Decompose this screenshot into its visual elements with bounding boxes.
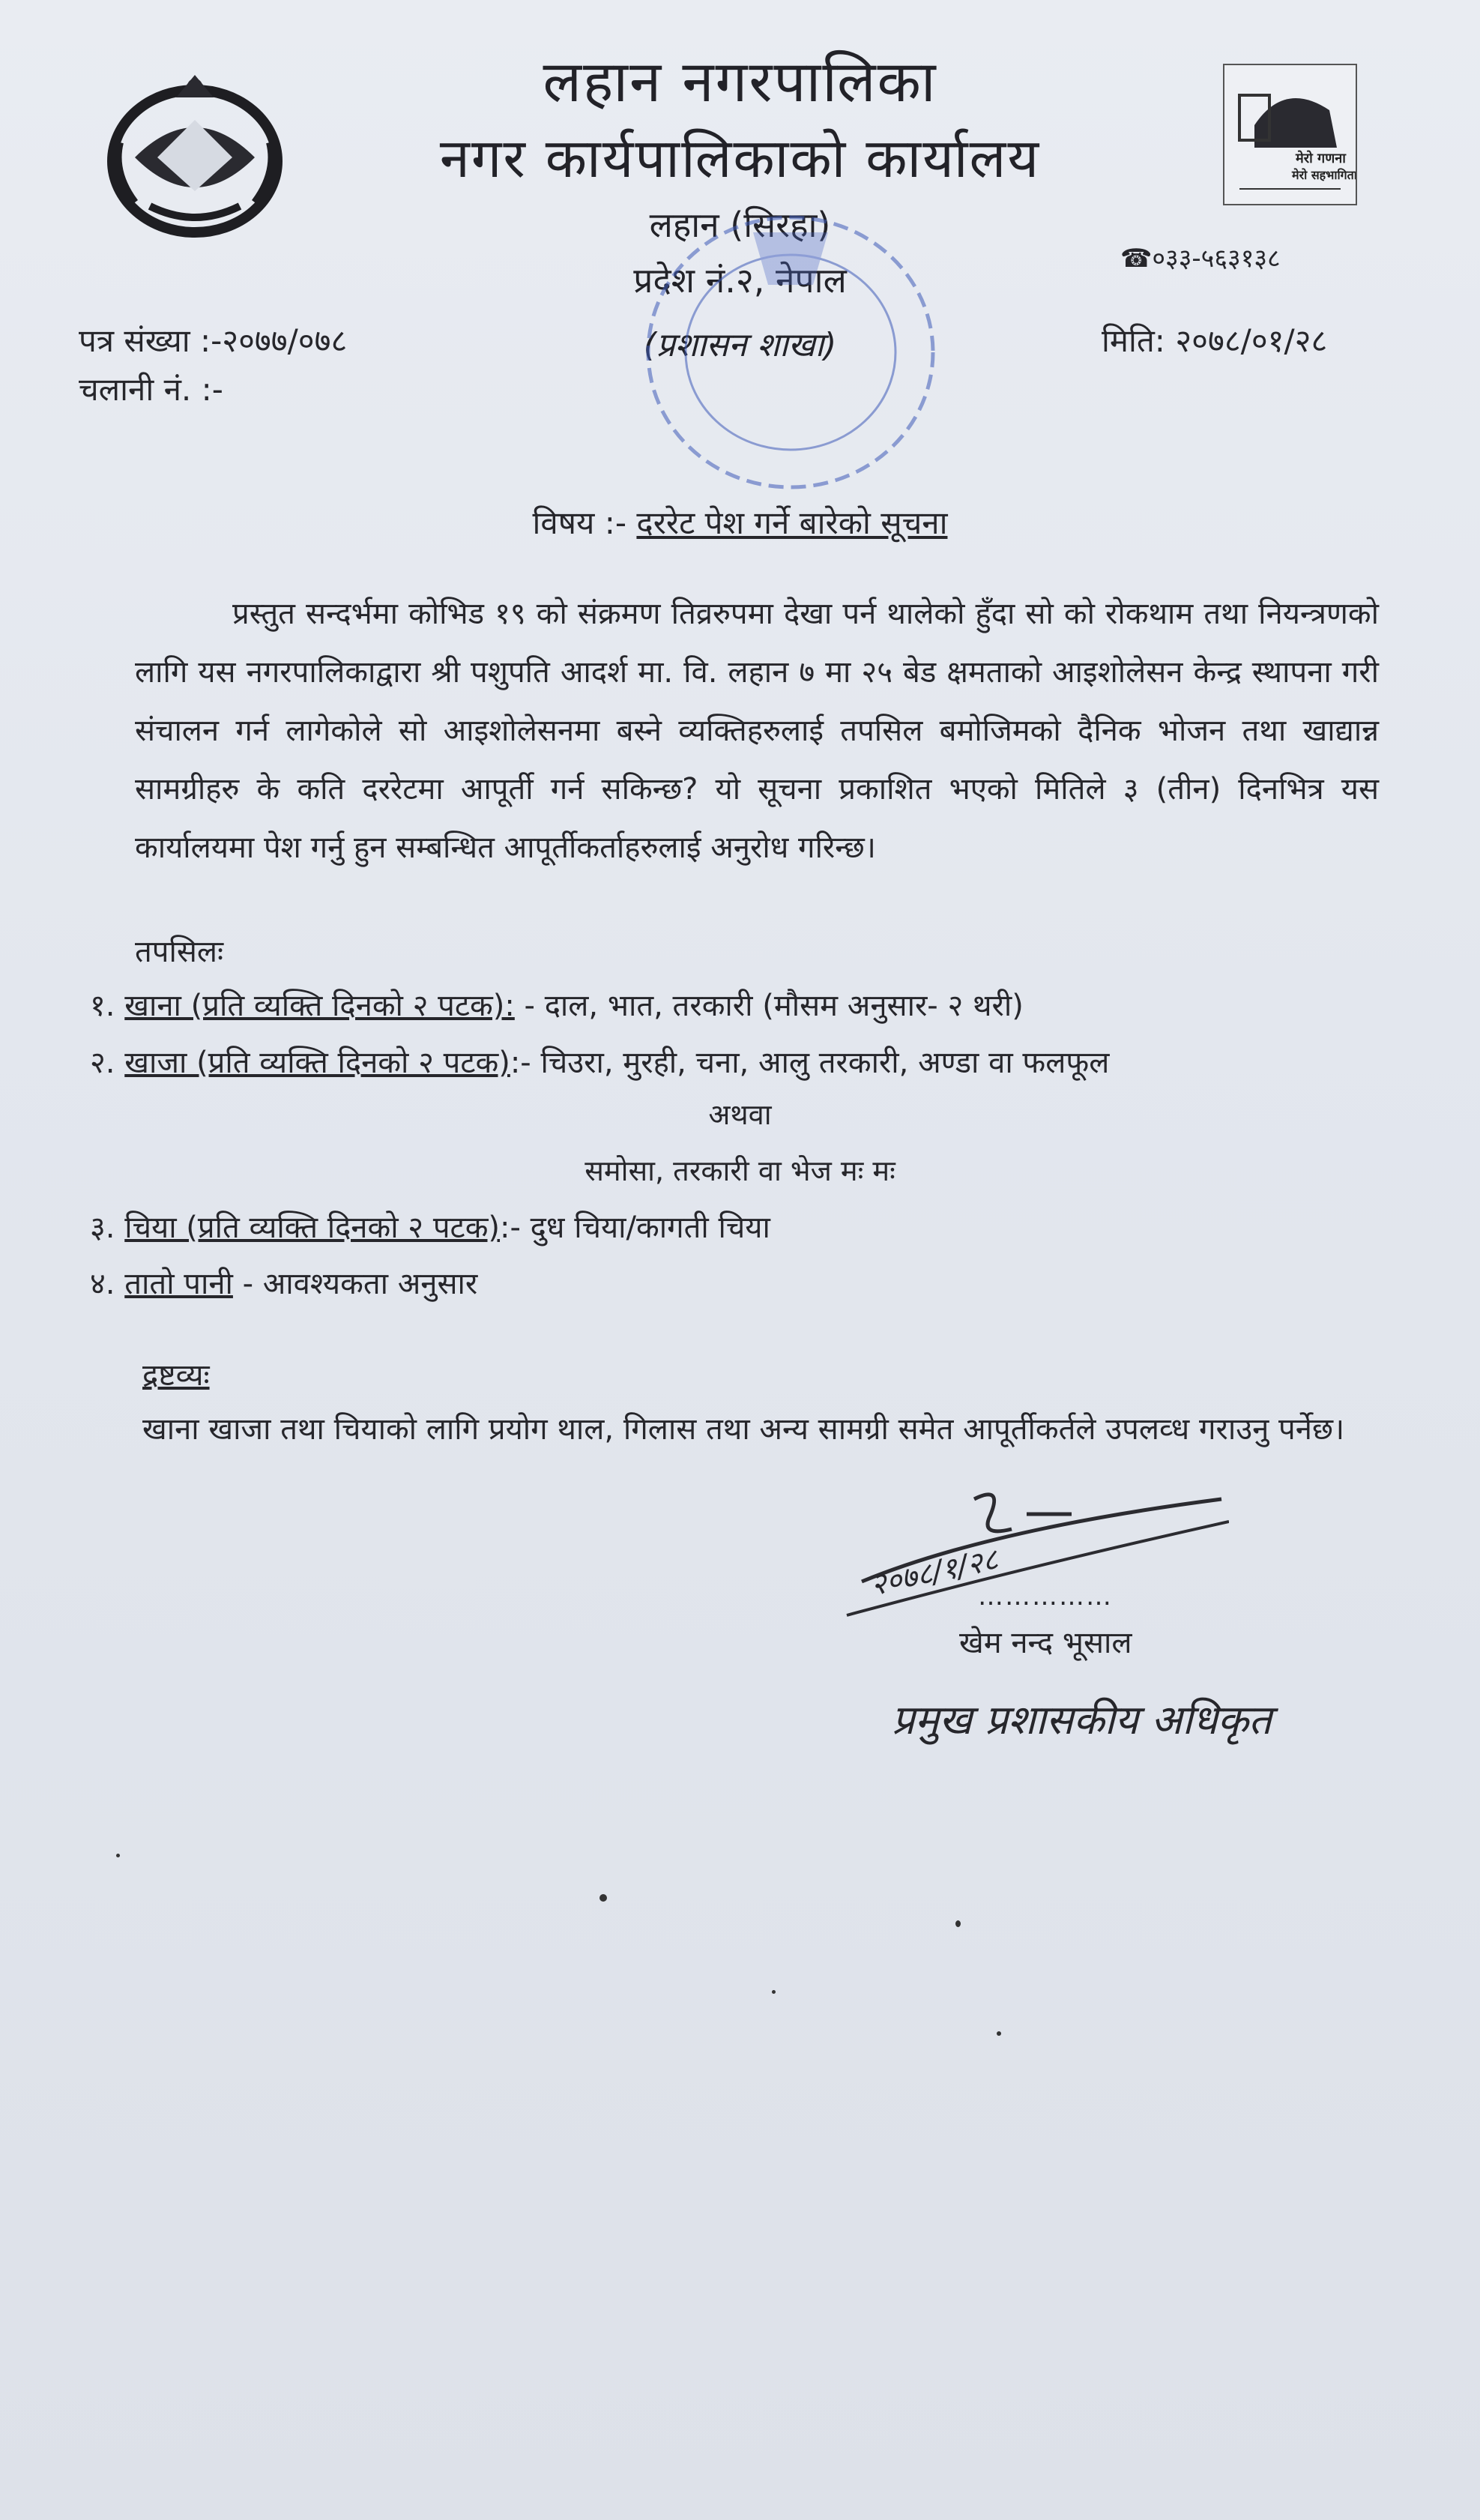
item-number: ३. [90, 1211, 115, 1245]
reference-number: पत्र संख्या :-२०७७/०७८ [79, 322, 348, 359]
phone-number: ☎०३३-५६३१३८ [1120, 244, 1281, 274]
city-line: लहान (सिरहा) [649, 205, 831, 245]
letter-date: मिति: २०७८/०१/२८ [1102, 322, 1328, 359]
subject-text: दररेट पेश गर्ने बारेको सूचना [636, 504, 948, 541]
subject-line [0, 501, 1480, 543]
list-item [90, 983, 1024, 1025]
or-label: अथवा [708, 1098, 772, 1131]
tapsil-label: तपसिलः [135, 935, 224, 969]
signature-dots: …………… [978, 1582, 1113, 1612]
paper-speck [116, 1854, 120, 1857]
alternative-items: समोसा, तरकारी वा भेज मः मः [585, 1154, 895, 1187]
item-detail: - आवश्यकता अनुसार [232, 1267, 478, 1301]
item-label: तातो पानी [124, 1267, 233, 1301]
item-detail: - दाल, भात, तरकारी (मौसम अनुसार- २ थरी) [514, 989, 1024, 1023]
office-stamp [633, 202, 948, 502]
svg-text:मेरो सहभागिता: मेरो सहभागिता [1292, 168, 1356, 182]
dispatch-number: चलानी नं. :- [79, 371, 223, 408]
item-label: खाजा (प्रति व्यक्ति दिनको २ पटक) [124, 1046, 510, 1080]
section-line: (प्रशासन शाखा) [643, 326, 837, 364]
list-item [90, 1205, 770, 1247]
org-name: लहान नगरपालिका [543, 48, 937, 115]
item-number: ४. [90, 1267, 115, 1301]
svg-text:मेरो गणना: मेरो गणना [1296, 151, 1346, 166]
province-line: प्रदेश नं.२, नेपाल [633, 260, 847, 301]
signer-title: प्रमुख प्रशासकीय अधिकृत [892, 1696, 1272, 1743]
list-item [90, 1261, 477, 1303]
paper-speck [955, 1920, 961, 1927]
handwritten-date: २०७८/१/२८ [867, 1542, 1001, 1603]
note-text: खाना खाजा तथा चियाको लागि प्रयोग थाल, गिलास तथा अन्य सामग्री समेत आपूर्तीकर्तले उपलव्ध गराउनु पर्नेछ। [142, 1412, 1345, 1447]
body-paragraph: प्रस्तुत सन्दर्भमा कोभिड १९ को संक्रमण तिव्ररुपमा देखा पर्न थालेको हुँदा सो को रोकथाम तथा नियन्त्रणको लागि यस नगरपालिकाद्वारा श्री पशुपति आदर्श मा. वि. लहान ७ मा २५ बेड क्षमताको आइशोलेसन केन्द्र स्थापना गरी संचालन गर्न लागेकोले सो आइशोलेसनमा बस्ने व्यक्तिहरुलाई तपसिल बमोजिमको दैनिक भोजन तथा खाद्यान्न सामग्रीहरु के कति दररेटमा आपूर्ती गर्न सकिन्छ? यो सूचना प्रकाशित भएको मितिले ३ (तीन) दिनभित्र यस कार्यालयमा पेश गर्नु हुन सम्बन्धित आपूर्तीकर्ताहरुलाई अनुरोध गरिन्छ। [135, 597, 1379, 865]
item-detail: :- दुध चिया/कागती चिया [500, 1211, 770, 1245]
list-item [90, 1040, 1109, 1082]
paper-speck [997, 2031, 1001, 2036]
paper-speck [599, 1894, 607, 1902]
item-label: खाना (प्रति व्यक्ति दिनको २ पटक): [124, 989, 515, 1023]
item-number: २. [90, 1046, 115, 1080]
item-label: चिया (प्रति व्यक्ति दिनको २ पटक) [124, 1211, 501, 1245]
paper-speck [772, 1990, 776, 1994]
signer-name: खेम नन्द भूसाल [959, 1626, 1132, 1660]
subject-label: विषय :- [532, 504, 637, 541]
office-name: नगर कार्यपालिकाको कार्यालय [439, 127, 1041, 190]
item-detail: :- चिउरा, मुरही, चना, आलु तरकारी, अण्डा वा फलफूल [510, 1046, 1110, 1080]
note-heading: द्रष्टव्यः [142, 1358, 210, 1393]
item-number: १. [90, 989, 115, 1023]
